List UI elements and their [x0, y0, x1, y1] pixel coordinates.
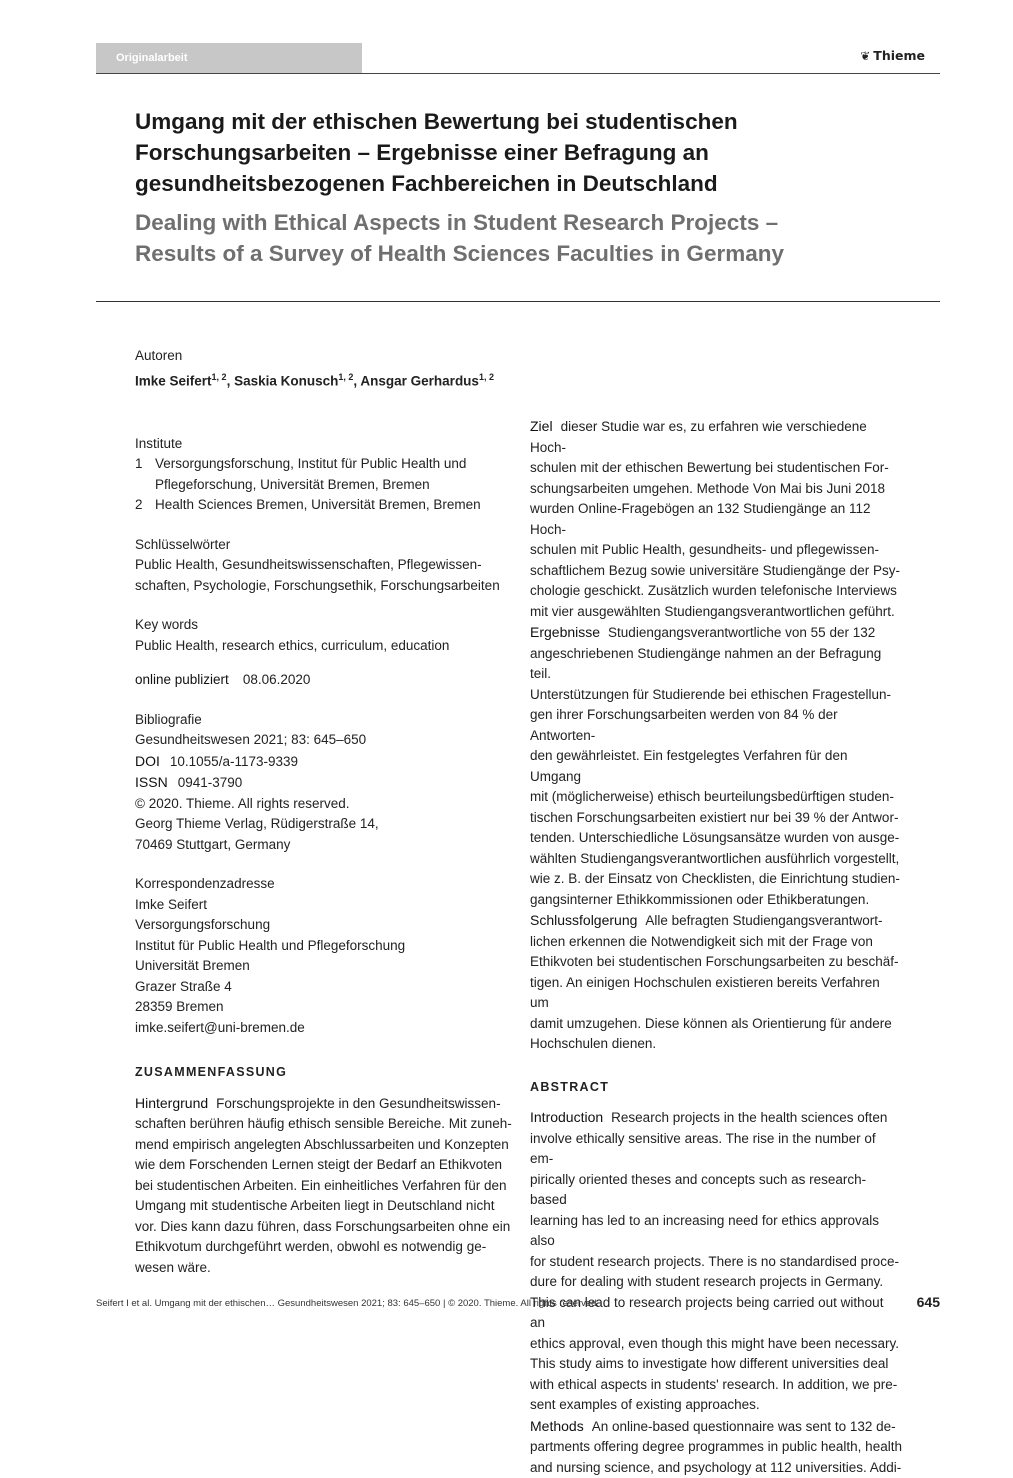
- institute-item: [135, 495, 513, 516]
- text-line: chologie geschickt. Zusätzlich wurden telefonische Interviews: [530, 581, 902, 602]
- schlussfolgerung-paragraph: [530, 910, 902, 1055]
- text-line: mend empirisch angelegten Abschlussarbeiten und Konzepten: [135, 1135, 513, 1156]
- introduction-paragraph: [530, 1107, 902, 1416]
- issn-row: [135, 772, 513, 794]
- text-line: This can lead to research projects being carried out without an: [530, 1293, 902, 1334]
- methods-paragraph: [530, 1416, 902, 1478]
- online-published: [135, 670, 513, 691]
- text-line: Ethikvotum durchgeführt werden, obwohl es notwendig ge-: [135, 1237, 513, 1258]
- doi-value[interactable]: 10.1055/a-1173-9339: [170, 754, 298, 769]
- address-line: Grazer Straße 4: [135, 977, 513, 998]
- publisher-address-line: 70469 Stuttgart, Germany: [135, 835, 513, 856]
- authors-block: [135, 346, 513, 392]
- text-line: gangsinterner Ethikkommissionen oder Ethikberatungen.: [530, 890, 902, 911]
- methods-label: Methods: [530, 1418, 584, 1434]
- title-line: Results of a Survey of Health Sciences Faculties in Germany: [135, 238, 875, 269]
- article-title-german: [135, 106, 875, 199]
- email-link[interactable]: imke.seifert@uni-bremen.de: [135, 1018, 513, 1039]
- institute-line: Versorgungsforschung, Institut für Public Health und: [155, 454, 513, 475]
- keywords-text: Public Health, research ethics, curriculum, education: [135, 636, 513, 657]
- author-separator: ,: [353, 373, 360, 388]
- keyword-line: Public Health, Gesundheitswissenschaften, Pflegewissen-: [135, 555, 513, 576]
- section-tag: Originalarbeit: [96, 43, 362, 73]
- author-separator: ,: [227, 373, 235, 388]
- text-line: dure for dealing with student research projects in Germany.: [530, 1272, 902, 1293]
- text-line: tigen. An einigen Hochschulen existieren bereits Verfahren um: [530, 973, 902, 1014]
- text-line: Forschungsprojekte in den Gesundheitswissen-: [216, 1096, 500, 1111]
- bibliografie-block: [135, 710, 513, 856]
- title-line: Dealing with Ethical Aspects in Student Research Projects –: [135, 207, 875, 238]
- text-line: involve ethically sensitive areas. The rise in the number of em-: [530, 1129, 902, 1170]
- address-line: Universität Bremen: [135, 956, 513, 977]
- text-line: mit (möglicherweise) ethisch beurteilungsbedürftigen studen-: [530, 787, 902, 808]
- authors-label: Autoren: [135, 346, 513, 367]
- title-divider: [96, 301, 940, 302]
- text-line: learning has led to an increasing need for ethics approvals also: [530, 1211, 902, 1252]
- text-line: wesen wäre.: [135, 1258, 513, 1279]
- text-line: with ethical aspects in students' research. In addition, we pre-: [530, 1375, 902, 1396]
- bibliografie-citation: Gesundheitswesen 2021; 83: 645–650: [135, 730, 513, 751]
- title-line: Forschungsarbeiten – Ergebnisse einer Befragung an: [135, 137, 875, 168]
- copyright: © 2020. Thieme. All rights reserved.: [135, 794, 513, 815]
- doi-row: [135, 751, 513, 773]
- text-line: wählten Studiengangsverantwortlichen ausführlich vorgestellt,: [530, 849, 902, 870]
- text-line: Hochschulen dienen.: [530, 1034, 902, 1055]
- zusammenfassung-section: [135, 1062, 513, 1278]
- left-column: [135, 346, 513, 1278]
- publisher-brand: [860, 48, 925, 63]
- abstract-section: [530, 1077, 902, 1478]
- address-line: Versorgungsforschung: [135, 915, 513, 936]
- text-line: wie dem Forschenden Lernen steigt der Bedarf an Ethikvoten: [135, 1155, 513, 1176]
- text-line: and nursing science, and psychology at 112 universities. Addi-: [530, 1458, 902, 1478]
- authors-list: [135, 367, 513, 392]
- doi-label: DOI: [135, 751, 160, 772]
- right-column: [530, 416, 902, 1478]
- title-line: Umgang mit der ethischen Bewertung bei studentischen: [135, 106, 875, 137]
- keywords-block: [135, 615, 513, 656]
- author-affiliation: 1, 2: [212, 372, 227, 382]
- text-line: Unterstützungen für Studierende bei ethischen Fragestellun-: [530, 685, 902, 706]
- thieme-logo-icon: ❦: [860, 49, 870, 63]
- address-line: 28359 Bremen: [135, 997, 513, 1018]
- text-line: gen ihrer Forschungsarbeiten werden von 84 % der Antworten-: [530, 705, 902, 746]
- top-divider: [96, 73, 940, 74]
- ergebnisse-paragraph: [530, 622, 902, 910]
- text-line: for student research projects. There is no standardised proce-: [530, 1252, 902, 1273]
- text-line: Ethikvoten bei studentischen Forschungsarbeiten zu beschäf-: [530, 952, 902, 973]
- address-line: Imke Seifert: [135, 895, 513, 916]
- author-name: Ansgar Gerhardus: [360, 373, 479, 388]
- bibliografie-label: Bibliografie: [135, 710, 513, 731]
- title-line: gesundheitsbezogenen Fachbereichen in Deutschland: [135, 168, 875, 199]
- schluesselwoerter-label: Schlüsselwörter: [135, 535, 513, 556]
- address-line: Institut für Public Health und Pflegeforschung: [135, 936, 513, 957]
- ergebnisse-label: Ergebnisse: [530, 624, 600, 640]
- text-line: schaftlichem Bezug sowie universitäre Studiengänge der Psy-: [530, 561, 902, 582]
- institute-line: Pflegeforschung, Universität Bremen, Bremen: [155, 475, 513, 496]
- schluesselwoerter-block: [135, 535, 513, 597]
- schlussfolgerung-label: Schlussfolgerung: [530, 912, 637, 928]
- ziel-paragraph: [530, 416, 902, 622]
- text-line: lichen erkennen die Notwendigkeit sich mit der Frage von: [530, 932, 902, 953]
- text-line: Alle befragten Studiengangsverantwort-: [645, 913, 882, 928]
- author-name: Saskia Konusch: [234, 373, 338, 388]
- text-line: angeschriebenen Studiengänge nahmen an der Befragung teil.: [530, 644, 902, 685]
- text-line: vor. Dies kann dazu führen, dass Forschungsarbeiten ohne ein: [135, 1217, 513, 1238]
- korrespondenz-block: [135, 874, 513, 1038]
- text-line: schungsarbeiten umgehen. Methode Von Mai bis Juni 2018: [530, 479, 902, 500]
- text-line: wie z. B. der Einsatz von Checklisten, die Einrichtung studien-: [530, 869, 902, 890]
- online-label: online publiziert: [135, 670, 229, 691]
- text-line: ethics approval, even though this might have been necessary.: [530, 1334, 902, 1355]
- footer-citation: Seifert I et al. Umgang mit der ethischen… Gesundheitswesen 2021; 83: 645–650 | © 2020. Thieme. All rights reserved.: [96, 1298, 599, 1309]
- text-line: mit vier ausgewählten Studiengangsverantwortlichen geführt.: [530, 602, 902, 623]
- text-line: Studiengangsverantwortliche von 55 der 132: [608, 625, 875, 640]
- text-line: partments offering degree programmes in public health, health: [530, 1437, 902, 1458]
- keyword-line: schaften, Psychologie, Forschungsethik, Forschungsarbeiten: [135, 576, 513, 597]
- author-affiliation: 1, 2: [479, 372, 494, 382]
- text-line: Umgang mit studentische Arbeiten liegt in Deutschland nicht: [135, 1196, 513, 1217]
- institutes-list: [135, 454, 513, 516]
- author-name: Imke Seifert: [135, 373, 212, 388]
- zusammenfassung-heading: ZUSAMMENFASSUNG: [135, 1062, 513, 1083]
- text-line: pirically oriented theses and concepts such as research-based: [530, 1170, 902, 1211]
- page-number: 645: [917, 1294, 940, 1310]
- institute-number: 2: [135, 495, 143, 516]
- keywords-label: Key words: [135, 615, 513, 636]
- text-line: sent examples of existing approaches.: [530, 1395, 902, 1416]
- institute-item: [135, 454, 513, 495]
- text-line: schaften berühren häufig ethisch sensible Bereiche. Mit zuneh-: [135, 1114, 513, 1135]
- online-date: 08.06.2020: [243, 672, 311, 687]
- issn-value: 0941-3790: [178, 775, 243, 790]
- text-line: schulen mit der ethischen Bewertung bei studentischen For-: [530, 458, 902, 479]
- text-line: This study aims to investigate how different universities deal: [530, 1354, 902, 1375]
- publisher-address-line: Georg Thieme Verlag, Rüdigerstraße 14,: [135, 814, 513, 835]
- author-affiliation: 1, 2: [338, 372, 353, 382]
- ziel-label: Ziel: [530, 418, 553, 434]
- text-line: tenden. Unterschiedliche Lösungsansätze wurden von ausge-: [530, 828, 902, 849]
- text-line: den gewährleistet. Ein festgelegtes Verfahren für den Umgang: [530, 746, 902, 787]
- institutes-label: Institute: [135, 434, 513, 455]
- issn-label: ISSN: [135, 772, 168, 793]
- publisher-name: Thieme: [873, 48, 925, 63]
- text-line: tischen Forschungsarbeiten existiert nur bei 39 % der Antwor-: [530, 808, 902, 829]
- korrespondenz-label: Korrespondenzadresse: [135, 874, 513, 895]
- hintergrund-paragraph: [135, 1093, 513, 1279]
- text-line: An online-based questionnaire was sent to 132 de-: [592, 1419, 896, 1434]
- text-line: dieser Studie war es, zu erfahren wie verschiedene Hoch-: [530, 419, 867, 455]
- hintergrund-label: Hintergrund: [135, 1095, 208, 1111]
- text-line: schulen mit Public Health, gesundheits- und pflegewissen-: [530, 540, 902, 561]
- text-line: damit umzugehen. Diese können als Orientierung für andere: [530, 1014, 902, 1035]
- abstract-heading: ABSTRACT: [530, 1077, 902, 1098]
- institute-number: 1: [135, 454, 143, 475]
- text-line: Research projects in the health sciences often: [611, 1110, 887, 1125]
- text-line: bei studentischen Arbeiten. Ein einheitliches Verfahren für den: [135, 1176, 513, 1197]
- institutes-block: [135, 434, 513, 516]
- article-title-english: [135, 207, 875, 269]
- text-line: wurden Online-Fragebögen an 132 Studiengänge an 112 Hoch-: [530, 499, 902, 540]
- institute-line: Health Sciences Bremen, Universität Bremen, Bremen: [155, 495, 513, 516]
- introduction-label: Introduction: [530, 1109, 603, 1125]
